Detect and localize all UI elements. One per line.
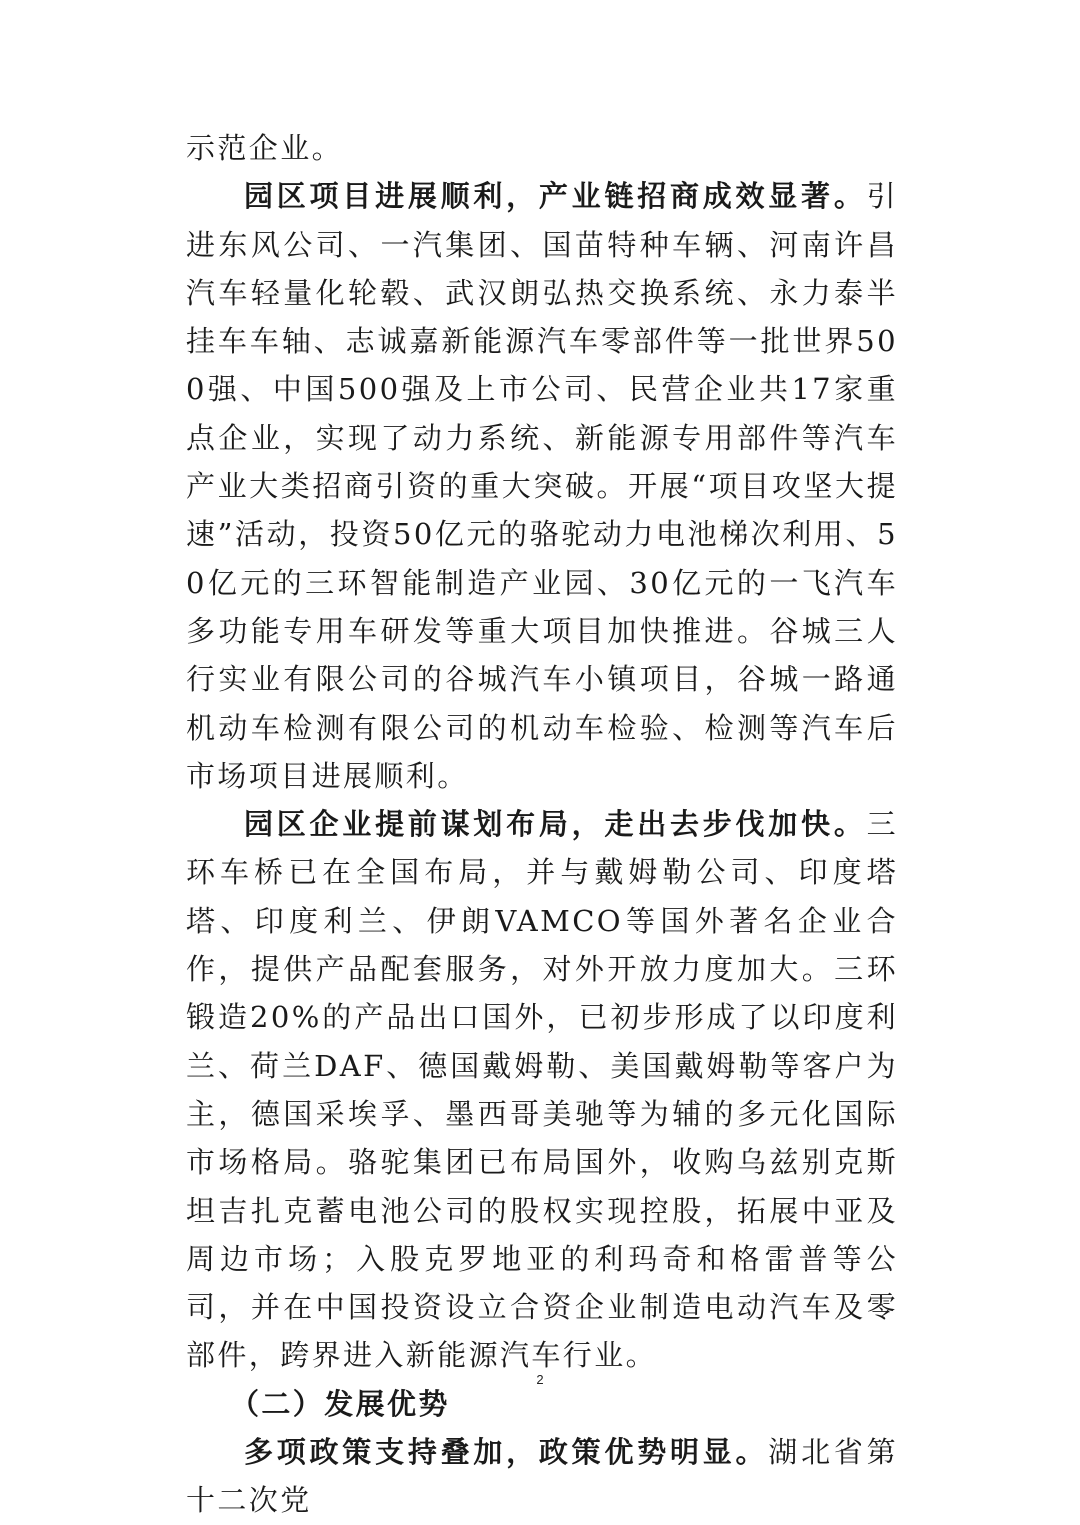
paragraph-continuation: 示范企业。 (186, 131, 344, 165)
paragraph-policy-advantage (186, 1428, 898, 1525)
document-body (186, 124, 898, 1525)
paragraph-body: 引进东风公司、一汽集团、国苗特种车辆、河南许昌汽车轻量化轮毂、武汉朗弘热交换系统、永力泰半挂车车轴、志诚嘉新能源汽车零部件等一批世界500强、中国500强及上市公司、民营企业共17家重点企业，实现了动力系统、新能源专用部件等汽车产业大类招商引资的重大突破。开展“项目攻坚大提速”活动，投资50亿元的骆驼动力电池梯次利用、50亿元的三环智能制造产业园、30亿元的一飞汽车多功能专用车研发等重大项目加快推进。谷城三人行实业有限公司的谷城汽车小镇项目，谷城一路通机动车检测有限公司的机动车检验、检测等汽车后市场项目进展顺利。 (186, 179, 898, 793)
page-number: 2 (536, 1372, 544, 1387)
paragraph-lead-bold: 园区企业提前谋划布局，走出去步伐加快。 (244, 807, 867, 842)
paragraph-lead-bold: 园区项目进展顺利，产业链招商成效显著。 (244, 179, 867, 214)
paragraph-going-global (186, 800, 898, 1380)
paragraph-lead-bold: 多项政策支持叠加，政策优势明显。 (244, 1435, 769, 1470)
paragraph-body: 湖北省第十二次党 (186, 1435, 899, 1518)
paragraph-body: 三环车桥已在全国布局，并与戴姆勒公司、印度塔塔、印度利兰、伊朗VAMCO等国外著名企业合作，提供产品配套服务，对外开放力度加大。三环锻造20%的产品出口国外，已初步形成了以印度利兰、荷兰DAF、德国戴姆勒、美国戴姆勒等客户为主，德国采埃孚、墨西哥美驰等为辅的多元化国际市场格局。骆驼集团已布局国外，收购乌兹别克斯坦吉扎克蓄电池公司的股权实现控股，拓展中亚及周边市场；入股克罗地亚的利玛奇和格雷普等公司，并在中国投资设立合资企业制造电动汽车及零部件，跨界进入新能源汽车行业。 (186, 807, 898, 1373)
paragraph-project-progress (186, 172, 898, 800)
section-heading: （二）发展优势 (230, 1386, 450, 1421)
